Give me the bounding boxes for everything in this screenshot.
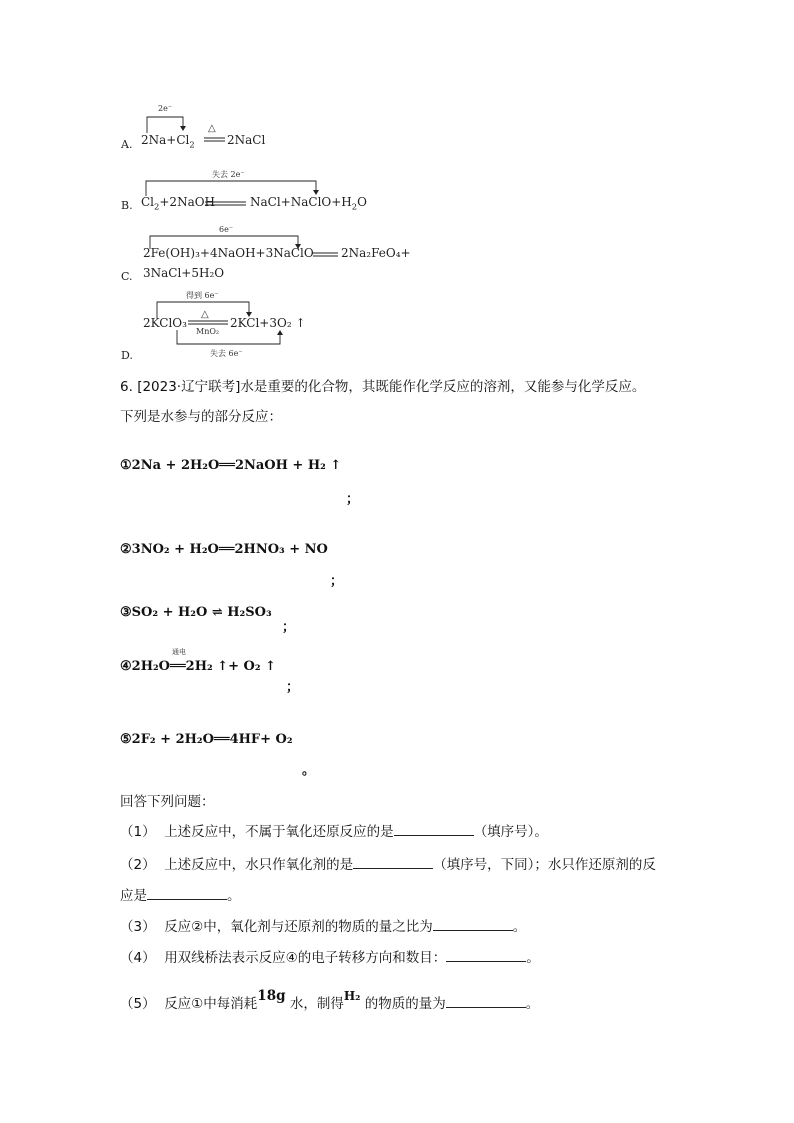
reaction-1: ①2Na + 2H₂O══2NaOH + H₂ ↑ bbox=[120, 458, 342, 473]
arrowhead-d-loss bbox=[277, 330, 283, 335]
answer-blank-2b[interactable] bbox=[147, 887, 227, 900]
answer-blank-3[interactable] bbox=[433, 918, 513, 931]
option-d-reactant: 2KClO₃ bbox=[143, 316, 187, 330]
mass-value: 18g bbox=[257, 988, 286, 1004]
option-a-product: 2NaCl bbox=[227, 133, 266, 147]
answer-blank-2a[interactable] bbox=[353, 856, 433, 869]
arrowhead-a bbox=[180, 126, 186, 131]
electron-transfer-arrows bbox=[0, 0, 794, 400]
option-b-note: 失去 2e⁻ bbox=[212, 170, 245, 179]
answer-blank-5[interactable] bbox=[446, 995, 526, 1008]
option-c-line2: 3NaCl+5H₂O bbox=[143, 266, 225, 280]
option-c-line1: 2Fe(OH)₃+4NaOH+3NaClO bbox=[143, 246, 314, 260]
option-c-electrons: 6e⁻ bbox=[219, 225, 234, 234]
reaction-4: ④2H₂O══2H₂ ↑+ O₂ ↑ bbox=[120, 659, 276, 674]
option-d-label[interactable]: D. bbox=[121, 349, 133, 362]
subquestion-1: （1） 上述反应中，不属于氧化还原反应的是 （填序号）。 bbox=[120, 824, 548, 840]
reaction-4-end: ； bbox=[286, 680, 300, 695]
option-d-catalyst: MnO₂ bbox=[196, 327, 220, 336]
subquestion-2-line2: 应是 。 bbox=[120, 888, 241, 904]
option-a-heat: △ bbox=[208, 123, 216, 134]
answer-blank-4[interactable] bbox=[446, 949, 526, 962]
option-a-label[interactable]: A. bbox=[121, 138, 133, 151]
reaction-3: ③SO₂ + H₂O ⇌ H₂SO₃ bbox=[120, 605, 272, 620]
reaction-4-condition: 通电 bbox=[172, 648, 186, 656]
option-d-products: 2KCl+3O₂ ↑ bbox=[230, 316, 306, 330]
reaction-5-end: 。 bbox=[302, 763, 316, 778]
option-d-gain: 得到 6e⁻ bbox=[186, 291, 219, 300]
option-b-equation-rhs: $NaCl+NaClO+H_2O$ bbox=[250, 195, 367, 212]
question-source: [2023·辽宁联考] bbox=[137, 379, 241, 395]
bridge-a bbox=[147, 117, 183, 133]
option-b-label[interactable]: B. bbox=[121, 199, 133, 212]
option-c-label[interactable]: C. bbox=[121, 270, 133, 283]
reaction-2-end: ； bbox=[330, 574, 344, 589]
option-d-heat: △ bbox=[201, 309, 209, 320]
reaction-5: ⑤2F₂ + 2H₂O══4HF+ O₂ bbox=[120, 732, 293, 747]
bridge-b bbox=[146, 181, 316, 196]
reaction-1-end: ； bbox=[346, 492, 360, 507]
subquestion-3: （3） 反应②中，氧化剂与还原剂的物质的量之比为 。 bbox=[120, 919, 527, 935]
option-a-electrons: 2e⁻ bbox=[158, 104, 173, 113]
subquestion-4: （4） 用双线桥法表示反应④的电子转移方向和数目： 。 bbox=[120, 950, 540, 966]
option-c-line1-rhs: 2Na₂FeO₄+ bbox=[341, 246, 411, 260]
gas-formula: H₂ bbox=[343, 989, 361, 1003]
option-b-equation-lhs: $Cl_2+2NaOH$ bbox=[141, 195, 216, 212]
subquestion-2: （2） 上述反应中，水只作氧化剂的是 （填序号，下同）；水只作还原剂的反 bbox=[120, 857, 656, 873]
option-a-equation: $2Na+Cl_2$ bbox=[141, 133, 195, 150]
subquestion-5: （5） 反应①中每消耗18g 水，制得H₂ 的物质的量为 。 bbox=[120, 988, 540, 1012]
bridge-d-loss bbox=[177, 330, 280, 344]
answer-blank-1[interactable] bbox=[394, 823, 474, 836]
question-stem: 水是重要的化合物，其既能作化学反应的溶剂，又能参与化学反应。 bbox=[240, 379, 646, 395]
answer-intro: 回答下列问题： bbox=[120, 794, 215, 810]
question-number: 6. bbox=[120, 379, 133, 395]
option-d-loss: 失去 6e⁻ bbox=[210, 349, 243, 358]
reaction-3-end: ； bbox=[282, 620, 296, 635]
reaction-2: ②3NO₂ + H₂O══2HNO₃ + NO bbox=[120, 542, 328, 557]
question-stem-line1 bbox=[120, 375, 645, 395]
question-stem-line2: 下列是水参与的部分反应： bbox=[120, 409, 282, 425]
